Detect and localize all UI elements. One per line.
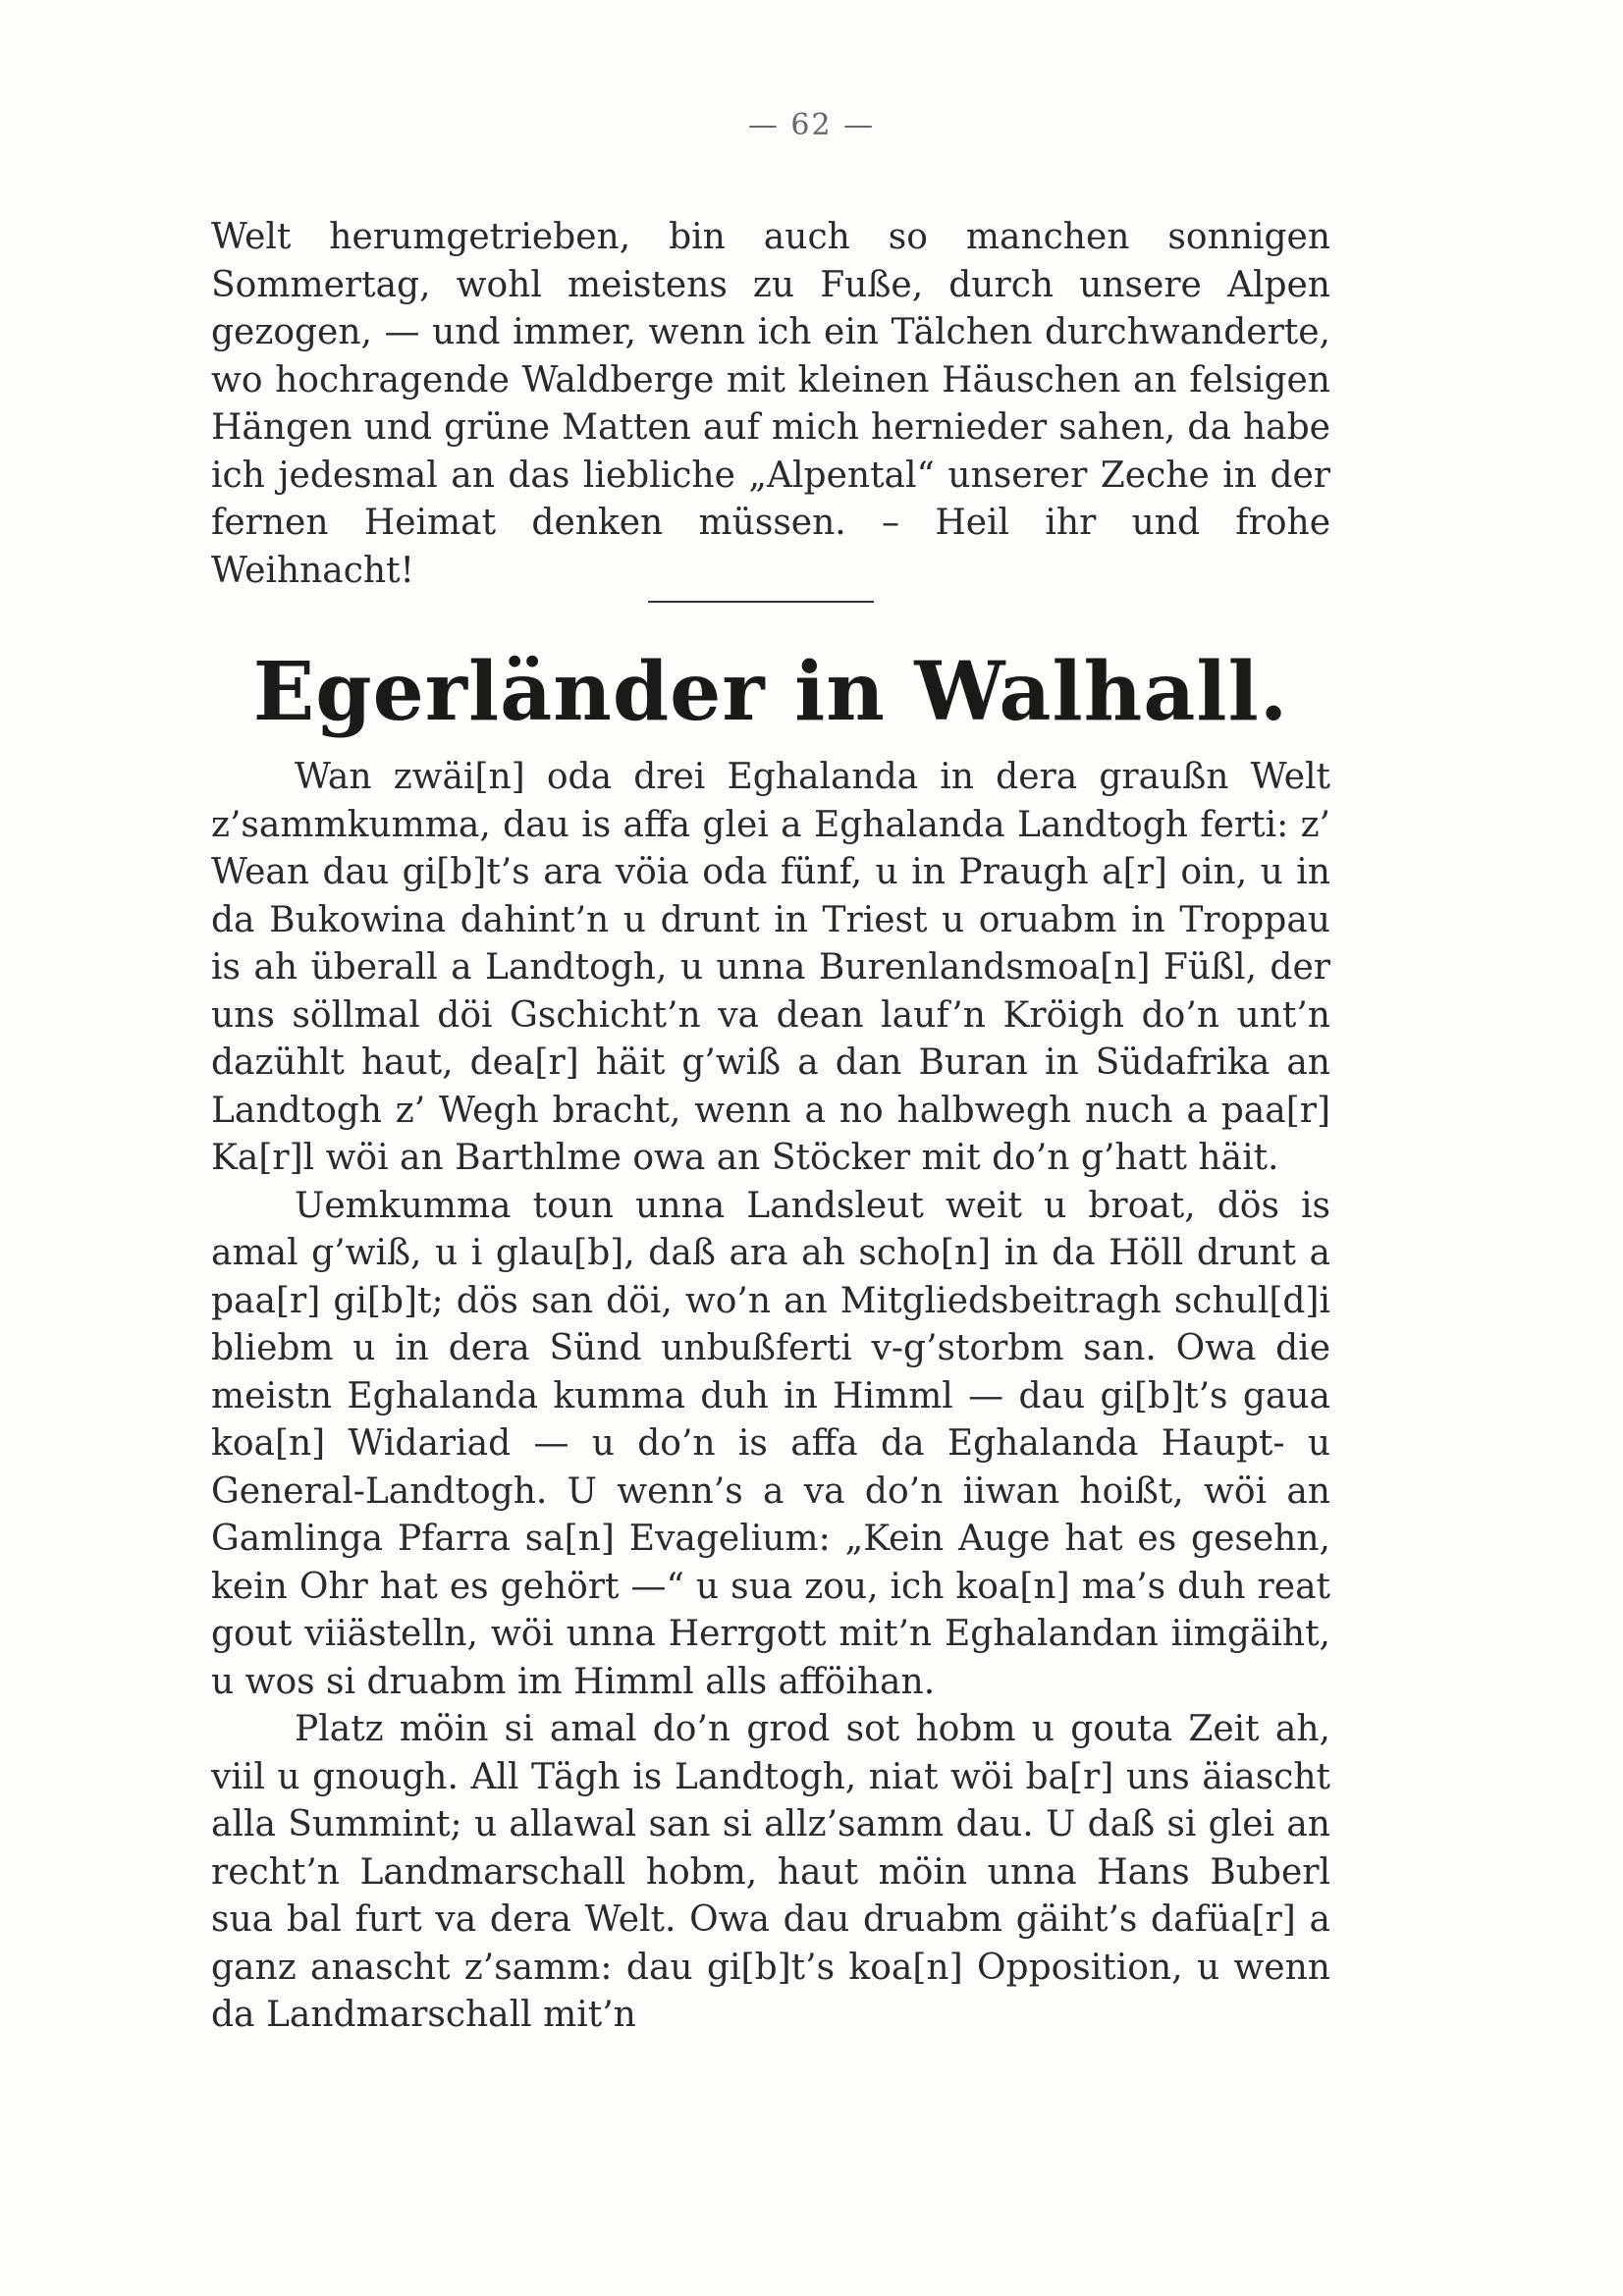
article-title: Egerländer in Walhall.	[252, 645, 1289, 739]
article-paragraph-3: Platz möin si amal do’n grod sot hobm u gouta Zeit ah, viil u gnough. All Tägh is Landtogh, niat wöi ba[r] uns äiascht alla Summint; u allawal san si allz’samm dau. U daß si glei an recht’n Landmarschall hobm, haut möin unna Hans Buberl sua bal furt va dera Welt. Owa dau druabm gäiht’s dafüa[r] a ganz anascht z’samm: dau gi[b]t’s koa[n] Opposition, u wenn da Landmarschall mit’n	[211, 1709, 1330, 2035]
article-paragraph-2: Uemkumma toun unna Landsleut weit u broat, dös is amal g’wiß, u i glau[b], daß ara ah scho[n] in da Höll drunt a paa[r] gi[b]t; dös san döi, wo’n an Mitgliedsbeitragh schul[d]i bliebm u in dera Sünd unbußferti v-g’storbm san. Owa die meistn Eghalanda kumma duh in Himml — dau gi[b]t’s gaua koa[n] Widariad — u do’n is affa da Eghalanda Haupt- u General-Landtogh. U wenn’s a va do’n iiwan hoißt, wöi an Gamlinga Pfarra sa[n] Evagelium: „Kein Auge hat es gesehn, kein Ohr hat es gehört —“ u sua zou, ich koa[n] ma’s duh reat gout viiästelln, wöi unna Herrgott mit’n Eghalandan iimgäiht, u wos si druabm im Himml alls afföihan.	[211, 1185, 1330, 1702]
intro-section	[211, 214, 1330, 595]
page-number: — 62 —	[747, 108, 876, 142]
article-paragraph-1: Wan zwäi[n] oda drei Eghalanda in dera graußn Welt z’sammkumma, dau is affa glei a Eghalanda Landtogh ferti: z’ Wean dau gi[b]t’s ara vöia oda fünf, u in Praugh a[r] oin, u in da Bukowina dahint’n u drunt in Triest u oruabm in Troppau is ah überall a Landtogh, u unna Burenlandsmoa[n] Füßl, der uns söllmal döi Gschicht’n va dean lauf’n Kröigh do’n unt’n dazühlt haut, dea[r] häit g’wiß a dan Buran in Südafrika an Landtogh z’ Wegh bracht, wenn a no halbwegh nuch a paa[r] Ka[r]l wöi an Barthlme owa an Stöcker mit do’n g’hatt häit.	[211, 757, 1330, 1178]
intro-paragraph: Welt herumgetrieben, bin auch so manchen sonnigen Sommertag, wohl meistens zu Fuße, durch unsere Alpen gezogen, — und immer, wenn ich ein Tälchen durchwanderte, wo hochragende Waldberge mit kleinen Häuschen an felsigen Hängen und grüne Matten auf mich hernieder sahen, da habe ich jedesmal an das liebliche „Alpental“ unserer Zeche in der fernen Heimat denken müssen. – Heil ihr und frohe Weihnacht!	[211, 217, 1330, 591]
section-divider	[648, 601, 874, 603]
article-body	[211, 754, 1330, 2040]
